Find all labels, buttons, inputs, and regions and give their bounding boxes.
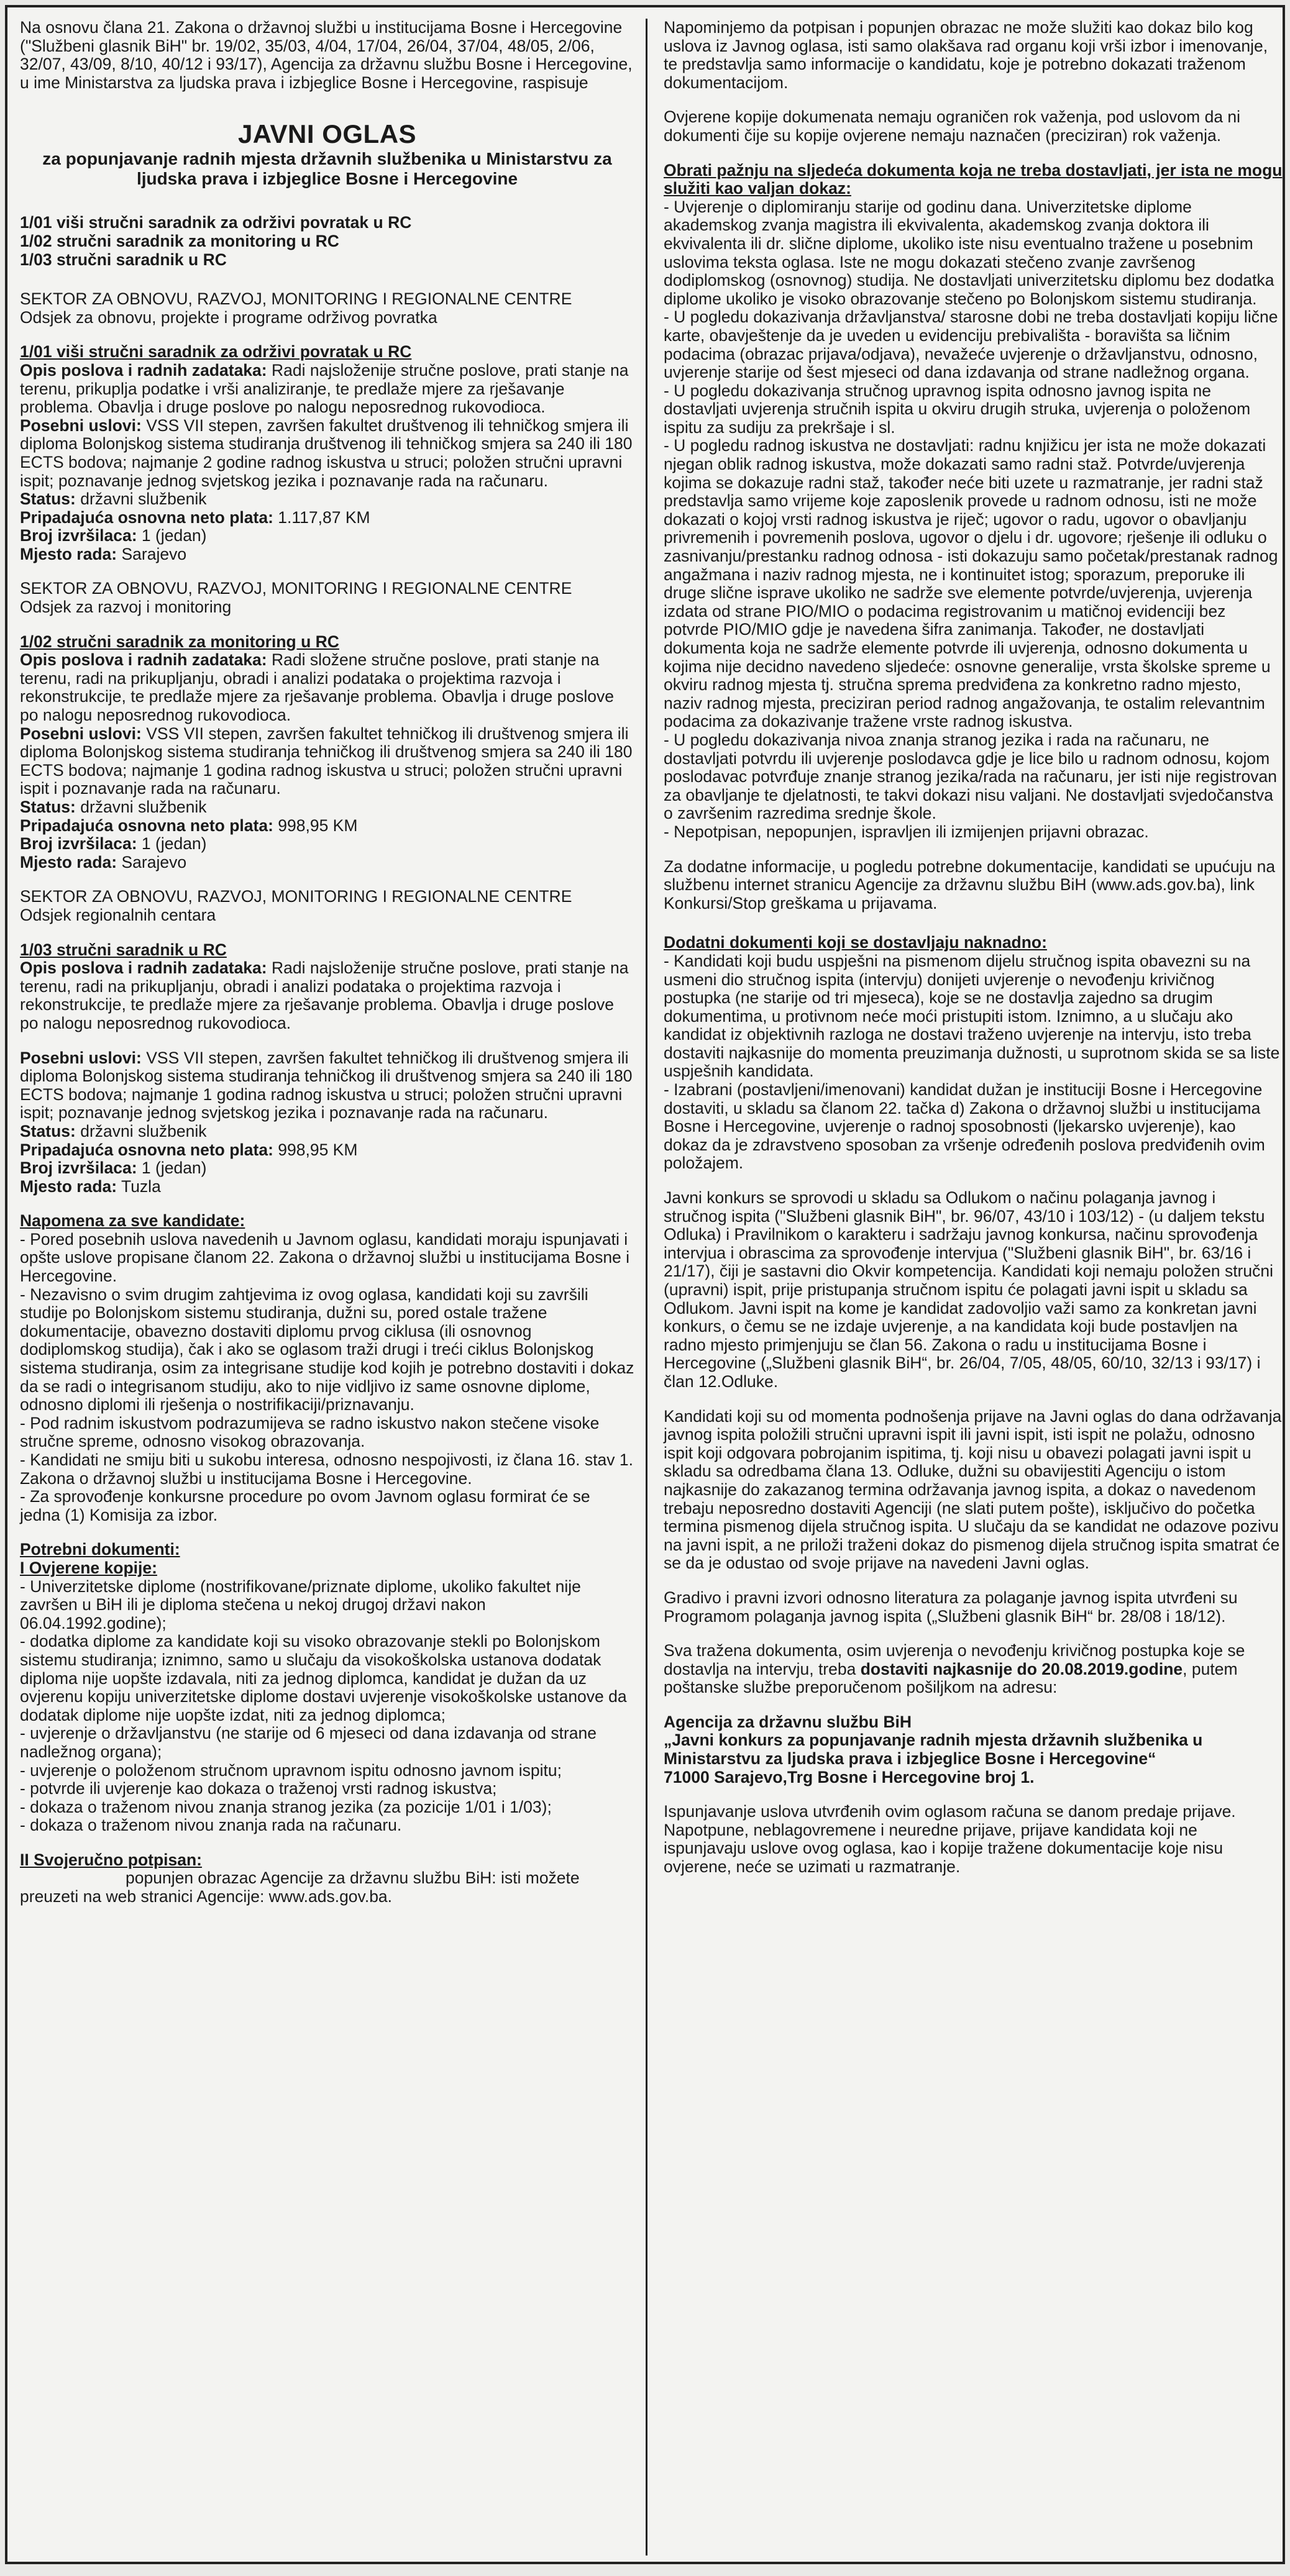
signed-form	[20, 1851, 634, 1906]
additional-docs-section	[664, 934, 1283, 1173]
work-place: Mjesto rada: Sarajevo	[20, 544, 187, 563]
copies-validity: Ovjerene kopije dokumenata nemaju ograničen rok važenja, pod uslovom da ni dokumenti čije su kopije ovjerene nemaju naznačen (preciziran) rok važenja.	[664, 107, 1241, 145]
conditions: Posebni uslovi: VSS VII stepen, završen fakultet društvenog ili tehničkog smjera ili diploma Bolonjskog sistema studiranja društvenog ili tehničkog smjera sa 240 ili 180 ECTS bodova; najmanje 2 godine radnog iskustva u struci; položen stručni upravni ispit; poznavanje jednog svjetskog jezika i poznavanje rada na računaru.	[20, 416, 633, 490]
docs-heading: Potrebni dokumenti:	[20, 1540, 180, 1559]
exam-exemption-paragraph: Kandidati koji su od momenta podnošenja prijave na Javni oglas do dana održavanja javnog ispita položili stručni upravni ispit ili javni ispit, isti ispit ne polažu, odnosno ispit koji odgovara pobrojanim ispitima, tj. koji nisu u obavezi polagati javni ispit u skladu sa odredbama člana 13. Odluke, dužni su obavijestiti Agenciju o istom najkasnije do zakazanog termina održavanja javnog ispita, a dokaz o navedenom trebaju neposredno dostaviti Agenciji (ne slati putem pošte), isključivo do početka termina pismenog dijela stručnog ispita. U slučaju da se kandidat ne odazove pozivu na javni ispit, a ne priloži traženi dokaz do pismenog dijela stručnog ispita smatrat će se da je odustao od svoje prijave na navedeni Javni oglas.	[664, 1406, 1282, 1573]
title-block	[20, 119, 634, 189]
unit-name: Odsjek za razvoj i monitoring	[20, 598, 232, 617]
docs-item: - Univerzitetske diplome (nostrifikovane/priznate diplome, ukoliko fakultet nije završen u BiH ili je diploma stečena u nekoj drugoj državi nakon 06.04.1992.godine);	[20, 1577, 581, 1632]
position-2	[20, 580, 634, 872]
position-1	[20, 290, 634, 563]
note-item: - Pored posebnih uslova navedenih u Javnom oglasu, kandidati moraju ispunjavati i opšte uslove propisane članom 22. Zakona o državnoj službi u institucijama Bosne i Hercegovine.	[20, 1229, 630, 1286]
work-place: Mjesto rada: Tuzla	[20, 1176, 161, 1196]
position-heading: 1/01 viši stručni saradnik za održivi povratak u RC	[20, 342, 412, 362]
note-heading: Napomena za sve kandidate:	[20, 1211, 245, 1231]
right-column	[655, 19, 1289, 2556]
position-list	[20, 214, 634, 269]
unit-name: Odsjek regionalnih centara	[20, 905, 216, 924]
attention-item: - U pogledu dokazivanja stručnog upravnog ispita odnosno javnog ispita ne dostavljati uvjerenja stručnih ispita u okviru drugih struka, uvjerenja o položenom ispitu za sudiju za prekršaje i sl.	[664, 381, 1251, 437]
docs-item: - dokaza o traženom nivou znanja stranog jezika (za pozicije 1/01 i 1/03);	[20, 1797, 552, 1816]
executor-count: Broj izvršilaca: 1 (jedan)	[20, 526, 207, 545]
note-section	[20, 1212, 634, 1524]
position-list-item: 1/03 stručni saradnik u RC	[20, 250, 227, 269]
sector-name: SEKTOR ZA OBNOVU, RAZVOJ, MONITORING I REGIONALNE CENTRE	[20, 289, 572, 309]
note-item: - Kandidati ne smiju biti u sukobu interesa, odnosno nespojivosti, iz člana 16. stav 1. Zakona o državnoj službi u institucijama Bosne i Hercegovine.	[20, 1450, 633, 1488]
required-documents	[20, 1541, 634, 1835]
additional-docs-heading: Dodatni dokumenti koji se dostavljaju naknadno:	[664, 933, 1047, 952]
signed-form-text: popunjen obrazac Agencije za državnu službu BiH: isti možete preuzeti na web stranici Agencije: www.ads.gov.ba.	[20, 1868, 580, 1906]
procedure-paragraph: Javni konkurs se sprovodi u skladu sa Odlukom o načinu polaganja javnog i stručnog ispita ("Službeni glasnik BiH", br. 96/07, 43/10 i 103/12) - (u daljem tekstu Odluka) i Pravilnikom o karakteru i sadržaju javnog konkursa, načinu sprovođenja intervjua i obrascima za sprovođenje intervjua ("Službeni glasnik BiH", br. 63/16 i 21/17), čiji je sastavni dio Okvir kompetencija. Kandidati koji nemaju položen stručni (upravni) ispit, prije pristupanja stručnom ispitu će polagati javni ispit u skladu sa Odlukom. Javni ispit na kome je kandidat zadovoljio važi samo za konkretan javni konkurs, o čemu se ne izdaje uvjerenje, a na kandidata koji bude postavljen na radno mjesto primjenjuju se član 56. Zakona o radu u institucijama Bosne i Hercegovine („Službeni glasnik BiH“, br. 26/04, 7/05, 48/05, 60/10, 32/13 i 93/17) i član 12.Odluke.	[664, 1188, 1273, 1391]
address-line: „Javni konkurs za popunjavanje radnih mjesta državnih službenika u Ministarstvu za ljudska prava i izbjeglice Bosne i Hercegovine“	[664, 1731, 1203, 1768]
attention-item: - U pogledu radnog iskustva ne dostavljati: radnu knjižicu jer ista ne može dokazati njegan oblik radnog iskustva, može dokazati samo radni staž. Potvrde/uvjerenja kojima se dokazuje radni staž, također neće biti uzete u razmatranje, jer radni staž predstavlja samo vrijeme koje zaposlenik provede u radnom odnosu, isti ne može dokazati o kojoj vrsti radnog iskustva je riječ; ugovor o radu, ugovor o obavljanju privremenih i povremenih poslova, ugovor o djelu i dr. ugovore; rješenje ili odluku o zasnivanju/prestanku radnog odnosa - isti dokazuju samo početak/prestanak radnog angažmana i naziv radnog mjesta, ne i kontinuitet istog; sporazum, preporuke ili druge slične isprave ukoliko ne sadrže sve elemente potvrde/uvjerenja, uvjerenja izdata od strane PIO/MIO o podacima registrovanim u matičnoj evidenciji bez potvrde PIO/MIO gdje je navedena šifra zanimanja. Također, ne dostavljati dokumenta koja ne sadrže elemente potvrde ili uvjerenja, odnosno dokumenta u kojima nije decidno navedeno sljedeće: osnovne generalije, vrsta školske spreme u okviru radnog mjesta tj. stručna sprema predviđena za konkretno radno mjesto, naziv radnog mjesta, preciziran period radnog angažovanja, te ostalim relevantnim podacima za dokazivanje tražene vrste radnog iskustva.	[664, 436, 1278, 731]
docs-item: - uvjerenje o državljanstvu (ne starije od 6 mjeseci od dana izdavanja od strane nadležnog organa);	[20, 1724, 597, 1761]
sector-name: SEKTOR ZA OBNOVU, RAZVOJ, MONITORING I REGIONALNE CENTRE	[20, 579, 572, 598]
form-note: Napominjemo da potpisan i popunjen obrazac ne može služiti kao dokaz bilo kog uslova iz Javnog oglasa, isti samo olakšava rad organu koji vrši izbor i imenovanje, te predstavlja samo informacije o kandidatu, koje je potrebno dokazati traženom dokumentacijom.	[664, 19, 1268, 92]
page-title: JAVNI OGLAS	[237, 119, 417, 149]
docs-item: - uvjerenje o položenom stručnom upravnom ispitu odnosno javnom ispitu;	[20, 1760, 562, 1780]
work-place: Mjesto rada: Sarajevo	[20, 852, 187, 872]
attention-item: - Nepotpisan, nepopunjen, ispravljen ili izmijenjen prijavni obrazac.	[664, 822, 1149, 841]
unit-name: Odsjek za obnovu, projekte i programe održivog povratka	[20, 307, 437, 327]
attention-item: - U pogledu dokazivanja nivoa znanja stranog jezika i rada na računaru, ne dostavljati potvrdu ili uvjerenje poslodavca gdje je lice bilo u radnom odnosu, kojom poslodavac potvrđuje znanje stranog jezika/rada na računaru, jer isti nije registrovan za obavljanje te djelatnosti, te takvi dokazi nisu valjani. Ne dostavljati svjedočanstva o završenim razredima srednje škole.	[664, 730, 1277, 823]
page-subtitle: za popunjavanje radnih mjesta državnih službenika u Ministarstvu za ljudska prava i izbjeglice Bosne i Hercegovine	[42, 149, 612, 189]
info-paragraph: Za dodatne informacije, u pogledu potrebne dokumentacije, kandidati se upućuju na službenu internet stranicu Agencije za državnu službu BiH (www.ads.gov.ba), link Konkursi/Stop greškama u prijavama.	[664, 857, 1276, 913]
attention-heading: Obrati pažnju na sljedeća dokumenta koja ne treba dostavljati, jer ista ne mogu služiti kao valjan dokaz:	[664, 160, 1283, 198]
additional-docs-item: - Izabrani (postavljeni/imenovani) kandidat dužan je instituciji Bosne i Hercegovine dostaviti, u skladu sa članom 22. tačka d) Zakona o državnoj službi u institucijama Bosne i Hercegovine, uvjerenje o radnoj sposobnosti (ljekarsko uvjerenje), kao dokaz da je zdravstveno sposoban za vršenje određenih poslova predviđenih ovim položajem.	[664, 1080, 1265, 1173]
deadline-date: dostaviti najkasnije do 20.08.2019.godine	[860, 1659, 1183, 1678]
executor-count: Broj izvršilaca: 1 (jedan)	[20, 834, 207, 853]
note-item: - Nezavisno o svim drugim zahtjevima iz ovog oglasa, kandidati koji su završili studije po Bolonjskom sistemu studiranja, dužni su, pored ostale tražene dokumentacije, obavezno dostaviti diplomu prvog ciklusa (ili osnovnog dodiplomskog studija), čak i ako se oglasom traži drugi i treći ciklus Bolonjskog sistema studiranja, osim za integrisane studije kod kojih je potrebno dostaviti i dokaz da se radi o integrisanom studiju, ako to nije vidljivo iz same osnovne diplome, odnosno diplomi ili rješenja o nostrifikaciji/priznavanju.	[20, 1285, 634, 1414]
position-heading: 1/03 stručni saradnik u RC	[20, 940, 227, 959]
closing-note: Napotpune, neblagovremene i neuredne prijave, prijave kandidata koji ne ispunjavaju uslove ovog oglasa, kao i kopije tražene dokumentacije koje nisu ovjerene, neće se uzimati u razmatranje.	[664, 1820, 1224, 1877]
executor-count: Broj izvršilaca: 1 (jedan)	[20, 1158, 207, 1178]
job-advertisement-page	[5, 5, 1285, 2564]
closing-notes	[664, 1803, 1283, 1876]
address-line: 71000 Sarajevo,Trg Bosne i Hercegovine broj 1.	[664, 1767, 1035, 1786]
literature-paragraph: Gradivo i pravni izvori odnosno literatura za polaganje javnog ispita utvrđeni su Programom polaganja javnog ispita („Službeni glasnik BiH“ br. 28/08 i 18/12).	[664, 1588, 1238, 1626]
note-item: - Pod radnim iskustvom podrazumijeva se radno iskustvo nakon stečene visoke stručne spreme, odnosno visokog obrazovanja.	[20, 1413, 600, 1451]
position-3	[20, 888, 634, 1196]
position-heading: 1/02 stručni saradnik za monitoring u RC	[20, 632, 339, 651]
status: Status: državni službenik	[20, 1121, 207, 1140]
status: Status: državni službenik	[20, 489, 207, 509]
left-column	[14, 19, 647, 2556]
docs-subheading-signed: II Svojeručno potpisan:	[20, 1850, 203, 1869]
deadline-paragraph: Sva tražena dokumenta, osim uvjerenja o nevođenju krivičnog postupka koje se dostavlja na intervju, treba dostaviti najkasnije do 20.08.2019.godine, putem poštanske službe preporučenom pošiljkom na adresu:	[664, 1641, 1245, 1697]
salary: Pripadajuća osnovna neto plata: 998,95 KM	[20, 816, 358, 835]
salary: Pripadajuća osnovna neto plata: 1.117,87 KM	[20, 507, 370, 527]
docs-subheading-certified: I Ovjerene kopije:	[20, 1558, 157, 1577]
status: Status: državni službenik	[20, 798, 207, 816]
additional-docs-item: - Kandidati koji budu uspješni na pismenom dijelu stručnog ispita obavezni su na usmeni dio stručnog ispita (intervju) donijeti uvjerenje o nevođenju krivičnog postupka (ne starije od tri mjeseca), koje se ne dostavlja zajedno sa drugim dokumentima, u protivnom neće moći pristupiti istom. Iznimno, a u slučaju ako kandidat iz objektivnih razloga ne dostavi traženo uvjerenje na intervju, isto treba dostaviti najkasnije do momenta preuzimanja dužnosti, u suprotnom skida se sa liste uspješnih kandidata.	[664, 951, 1280, 1081]
closing-note: Ispunjavanje uslova utvrđenih ovim oglasom računa se danom predaje prijave.	[664, 1802, 1236, 1821]
salary: Pripadajuća osnovna neto plata: 998,95 KM	[20, 1140, 358, 1159]
docs-item: - potvrde ili uvjerenje kao dokaza o traženoj vrsti radnog iskustva;	[20, 1779, 497, 1798]
mailing-address	[664, 1713, 1283, 1786]
address-line: Agencija za državnu službu BiH	[664, 1712, 912, 1731]
duties: Opis poslova i radnih zadataka: Radi najsloženije stručne poslove, prati stanje na terenu, prikuplja podatke i vrši analiziranje, te predlaže mjere za rješavanje problema. Obavlja i druge poslove po nalogu neposrednog rukovodioca.	[20, 360, 629, 417]
attention-item: - Uvjerenje o diplomiranju starije od godinu dana. Univerzitetske diplome akademskog zvanja magistra ili ekvivalenta, akademskog zvanja doktora ili ekvivalenta ili dr. slične diplome, ukoliko iste nisu eventualno tražene u posebnim uslovima teksta oglasa. Iste ne mogu dokazati stečeno zvanje završenog dodiplomskog (osnovnog) studija. Ne dostavljati univerzitetsku diplomu bez dodatka diplome ukoliko je visoko obrazovanje stečeno po Bolonjskom sistemu studiranja.	[664, 197, 1274, 308]
attention-section	[664, 162, 1283, 842]
conditions: Posebni uslovi: VSS VII stepen, završen fakultet tehničkog ili društvenog smjera ili diploma Bolonjskog sistema studiranja tehničkog ili društvenog smjera sa 240 ili 180 ECTS bodova; najmanje 1 godina radnog iskustva u struci; položen stručni upravni ispit; poznavanje jednog svjetskog jezika i poznavanje rada na računaru.	[20, 1048, 633, 1122]
docs-item: - dokaza o traženom nivou znanja rada na računaru.	[20, 1816, 402, 1835]
note-item: - Za sprovođenje konkursne procedure po ovom Javnom oglasu formirat će se jedna (1) Komisija za izbor.	[20, 1487, 590, 1524]
intro-paragraph: Na osnovu člana 21. Zakona o državnoj službi u institucijama Bosne i Hercegovine ("Službeni glasnik BiH" br. 19/02, 35/03, 4/04, 17/04, 26/04, 37/04, 48/05, 2/06, 32/07, 43/09, 8/10, 40/12 i 93/17), Agencija za državnu službu Bosne i Hercegovine, u ime Ministarstva za ljudska prava i izbjeglice Bosne i Hercegovine, raspisuje	[20, 19, 633, 92]
attention-item: - U pogledu dokazivanja državljanstva/ starosne dobi ne treba dostavljati kopiju lične karte, obavještenje da je uveden u evidenciju prebivališta - boravišta sa ličnim podacima (obrazac prijava/odjava), nevažeće uvjerenje o državljanstvu, odnosno, uvjerenje starije od šest mjeseci od dana izdavanja od strane nadležnog organa.	[664, 307, 1278, 382]
duties: Opis poslova i radnih zadataka: Radi najsloženije stručne poslove, prati stanje na terenu, radi na prikupljanju, obradi i analizi podataka o projektima razvoja i rekonstrukcije, te predlaže mjere za rješavanje problema. Obavlja i druge poslove po nalogu neposrednog rukovodioca.	[20, 958, 629, 1032]
position-list-item: 1/02 stručni saradnik za monitoring u RC	[20, 231, 339, 250]
duties: Opis poslova i radnih zadataka: Radi složene stručne poslove, prati stanje na terenu, radi na prikupljanju, obradi i analizi podataka o projektima razvoja i rekonstrukcije, te predlaže mjere za rješavanje problema. Obavlja i druge poslove po nalogu neposrednog rukovodioca.	[20, 650, 614, 725]
sector-name: SEKTOR ZA OBNOVU, RAZVOJ, MONITORING I REGIONALNE CENTRE	[20, 887, 572, 906]
conditions: Posebni uslovi: VSS VII stepen, završen fakultet tehničkog ili društvenog smjera ili diploma Bolonjskog sistema studiranja tehničkog ili društvenog smjera sa 240 ili 180 ECTS bodova; najmanje 1 godina radnog iskustva u struci; položen stručni upravni ispit i poznavanje rada na računaru.	[20, 724, 633, 798]
docs-item: - dodatka diplome za kandidate koji su visoko obrazovanje stekli po Bolonjskom sistemu studiranja; iznimno, samo u slučaju da visokoškolska ustanova dodatak diploma nije uopšte izdavala, niti za jednog diplomca, kandidat je dužan da uz ovjerenu kopiju univerzitetske diplome dostavi uvjerenje visokoškolske ustanove da dodatak diplome nije uopšte izdat, niti za jednog diplomca;	[20, 1632, 627, 1724]
position-list-item: 1/01 viši stručni saradnik za održivi povratak u RC	[20, 213, 412, 232]
